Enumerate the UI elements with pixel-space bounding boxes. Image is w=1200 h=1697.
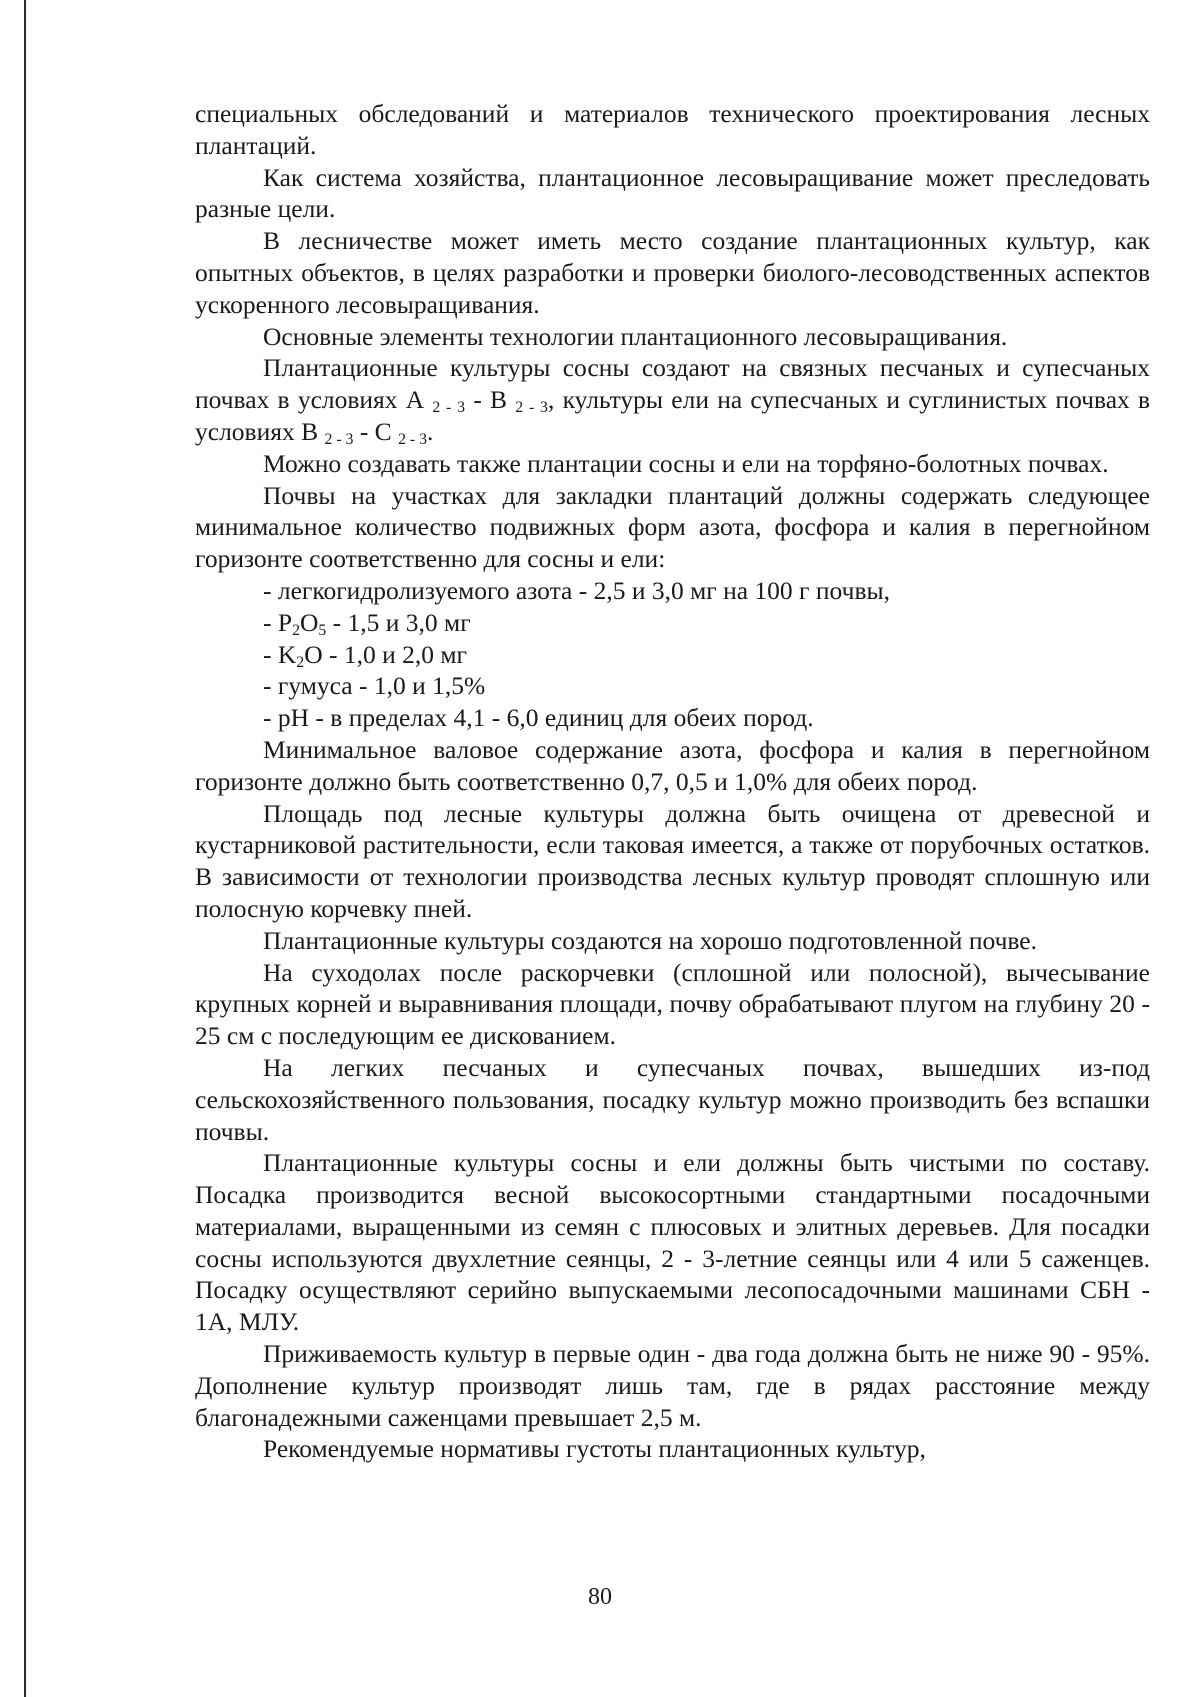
paragraph-soil-conditions: [195, 352, 1150, 447]
list-item-p2o5: [195, 607, 1150, 639]
paragraph-8: Минимальное валовое содержание азота, фосфора и калия в перегнойном горизонте должно быть соответственно 0,7, 0,5 и 1,0% для обеих пород.: [195, 734, 1150, 796]
paragraph-10: Плантационные культуры создаются на хорошо подготовленной почве.: [263, 925, 1037, 955]
paragraph-3: В лесничестве может иметь место создание плантационных культур, как опытных объектов, в целях разработки и проверки биолого-лесоводственных аспектов ускоренного лесовыращивания.: [195, 226, 1150, 319]
p2o5-sub-1: 2: [292, 621, 300, 639]
scan-edge-line: [24, 0, 26, 1697]
paragraph-7: Почвы на участках для закладки плантаций должны содержать следующее минимальное количество подвижных форм азота, фосфора и калия в перегнойном горизонте соответственно для сосны и ели:: [195, 480, 1150, 574]
document-body: [195, 98, 1150, 1465]
k2o-sub: 2: [296, 653, 305, 671]
page-number: 80: [588, 1584, 612, 1610]
p2o5-suffix: - 1,5 и 3,0 мг: [326, 607, 471, 637]
paragraph-1: специальных обследований и материалов технического проектирования лесных плантаций.: [195, 99, 1150, 160]
paragraph-9: Площадь под лесные культуры должна быть очищена от древесной и кустарниковой растительности, если таковая имеется, а также от порубочных остатков. В зависимости от технологии производства лесных культур проводят сплошную или полосную корчевку пней.: [195, 798, 1150, 923]
list-item-nitrogen: - легкогидролизуемого азота - 2,5 и 3,0 мг на 100 г почвы,: [263, 575, 891, 605]
k2o-suffix: O - 1,0 и 2,0 мг: [304, 639, 467, 669]
soil-subscript-1: 2 - 3: [432, 399, 466, 417]
soil-text-4: - С: [353, 416, 392, 446]
paragraph-15: Рекомендуемые нормативы густоты плантационных культур,: [263, 1434, 926, 1464]
soil-text-5: .: [427, 416, 434, 446]
list-item-humus: - гумуса - 1,0 и 1,5%: [263, 671, 486, 701]
p2o5-prefix: - P: [263, 607, 293, 637]
soil-subscript-3: 2 - 3: [324, 430, 354, 448]
soil-text-3: , культуры ели на супесчаных и суглинистых почвах в условиях В: [195, 385, 1151, 446]
soil-text-1: Плантационные культуры сосны создают на связных песчаных и супесчаных почвах в условиях А: [195, 353, 1150, 415]
paragraph-13: Плантационные культуры сосны и ели должны быть чистыми по составу. Посадка производится весной высокосортными стандартными посадочными материалами, выращенными из семян с плюсовых и элитных деревьев. Для посадки сосны используются двухлетние сеянцы, 2 - 3-летние сеянцы или 4 или 5 саженцев. Посадку осуществляют серийно выпускаемыми лесопосадочными машинами СБН - 1А, МЛУ.: [195, 1148, 1150, 1337]
paragraph-4: Основные элементы технологии плантационного лесовыращивания.: [263, 321, 1008, 351]
paragraph-12: На легких песчаных и супесчаных почвах, вышедших из-под сельскохозяйственного пользования, посадку культур можно производить без вспашки почвы.: [195, 1052, 1150, 1146]
paragraph-6: Можно создавать также плантации сосны и ели на торфяно-болотных почвах.: [263, 448, 1109, 478]
soil-subscript-2: 2 - 3: [515, 399, 548, 417]
p2o5-sub-2: 5: [318, 621, 327, 639]
list-item-ph: - pH - в пределах 4,1 - 6,0 единиц для обеих пород.: [263, 703, 814, 733]
paragraph-2: Как система хозяйства, плантационное лесовыращивание может преследовать разные цели.: [195, 162, 1150, 224]
soil-text-2: - В: [465, 385, 508, 415]
k2o-prefix: - K: [263, 639, 297, 669]
p2o5-mid: O: [299, 607, 319, 637]
soil-subscript-4: 2 - 3: [398, 430, 428, 448]
list-item-k2o: [195, 639, 1150, 671]
paragraph-11: На суходолах после раскорчевки (сплошной или полосной), вычесывание крупных корней и выравнивания площади, почву обрабатывают плугом на глубину 20 - 25 см с последующим ее дискованием.: [195, 957, 1150, 1051]
paragraph-14: Приживаемость культур в первые один - два года должна быть не ниже 90 - 95%. Дополнение культур производят лишь там, где в рядах расстояние между благонадежными саженцами превышает 2,5 м.: [195, 1339, 1150, 1432]
